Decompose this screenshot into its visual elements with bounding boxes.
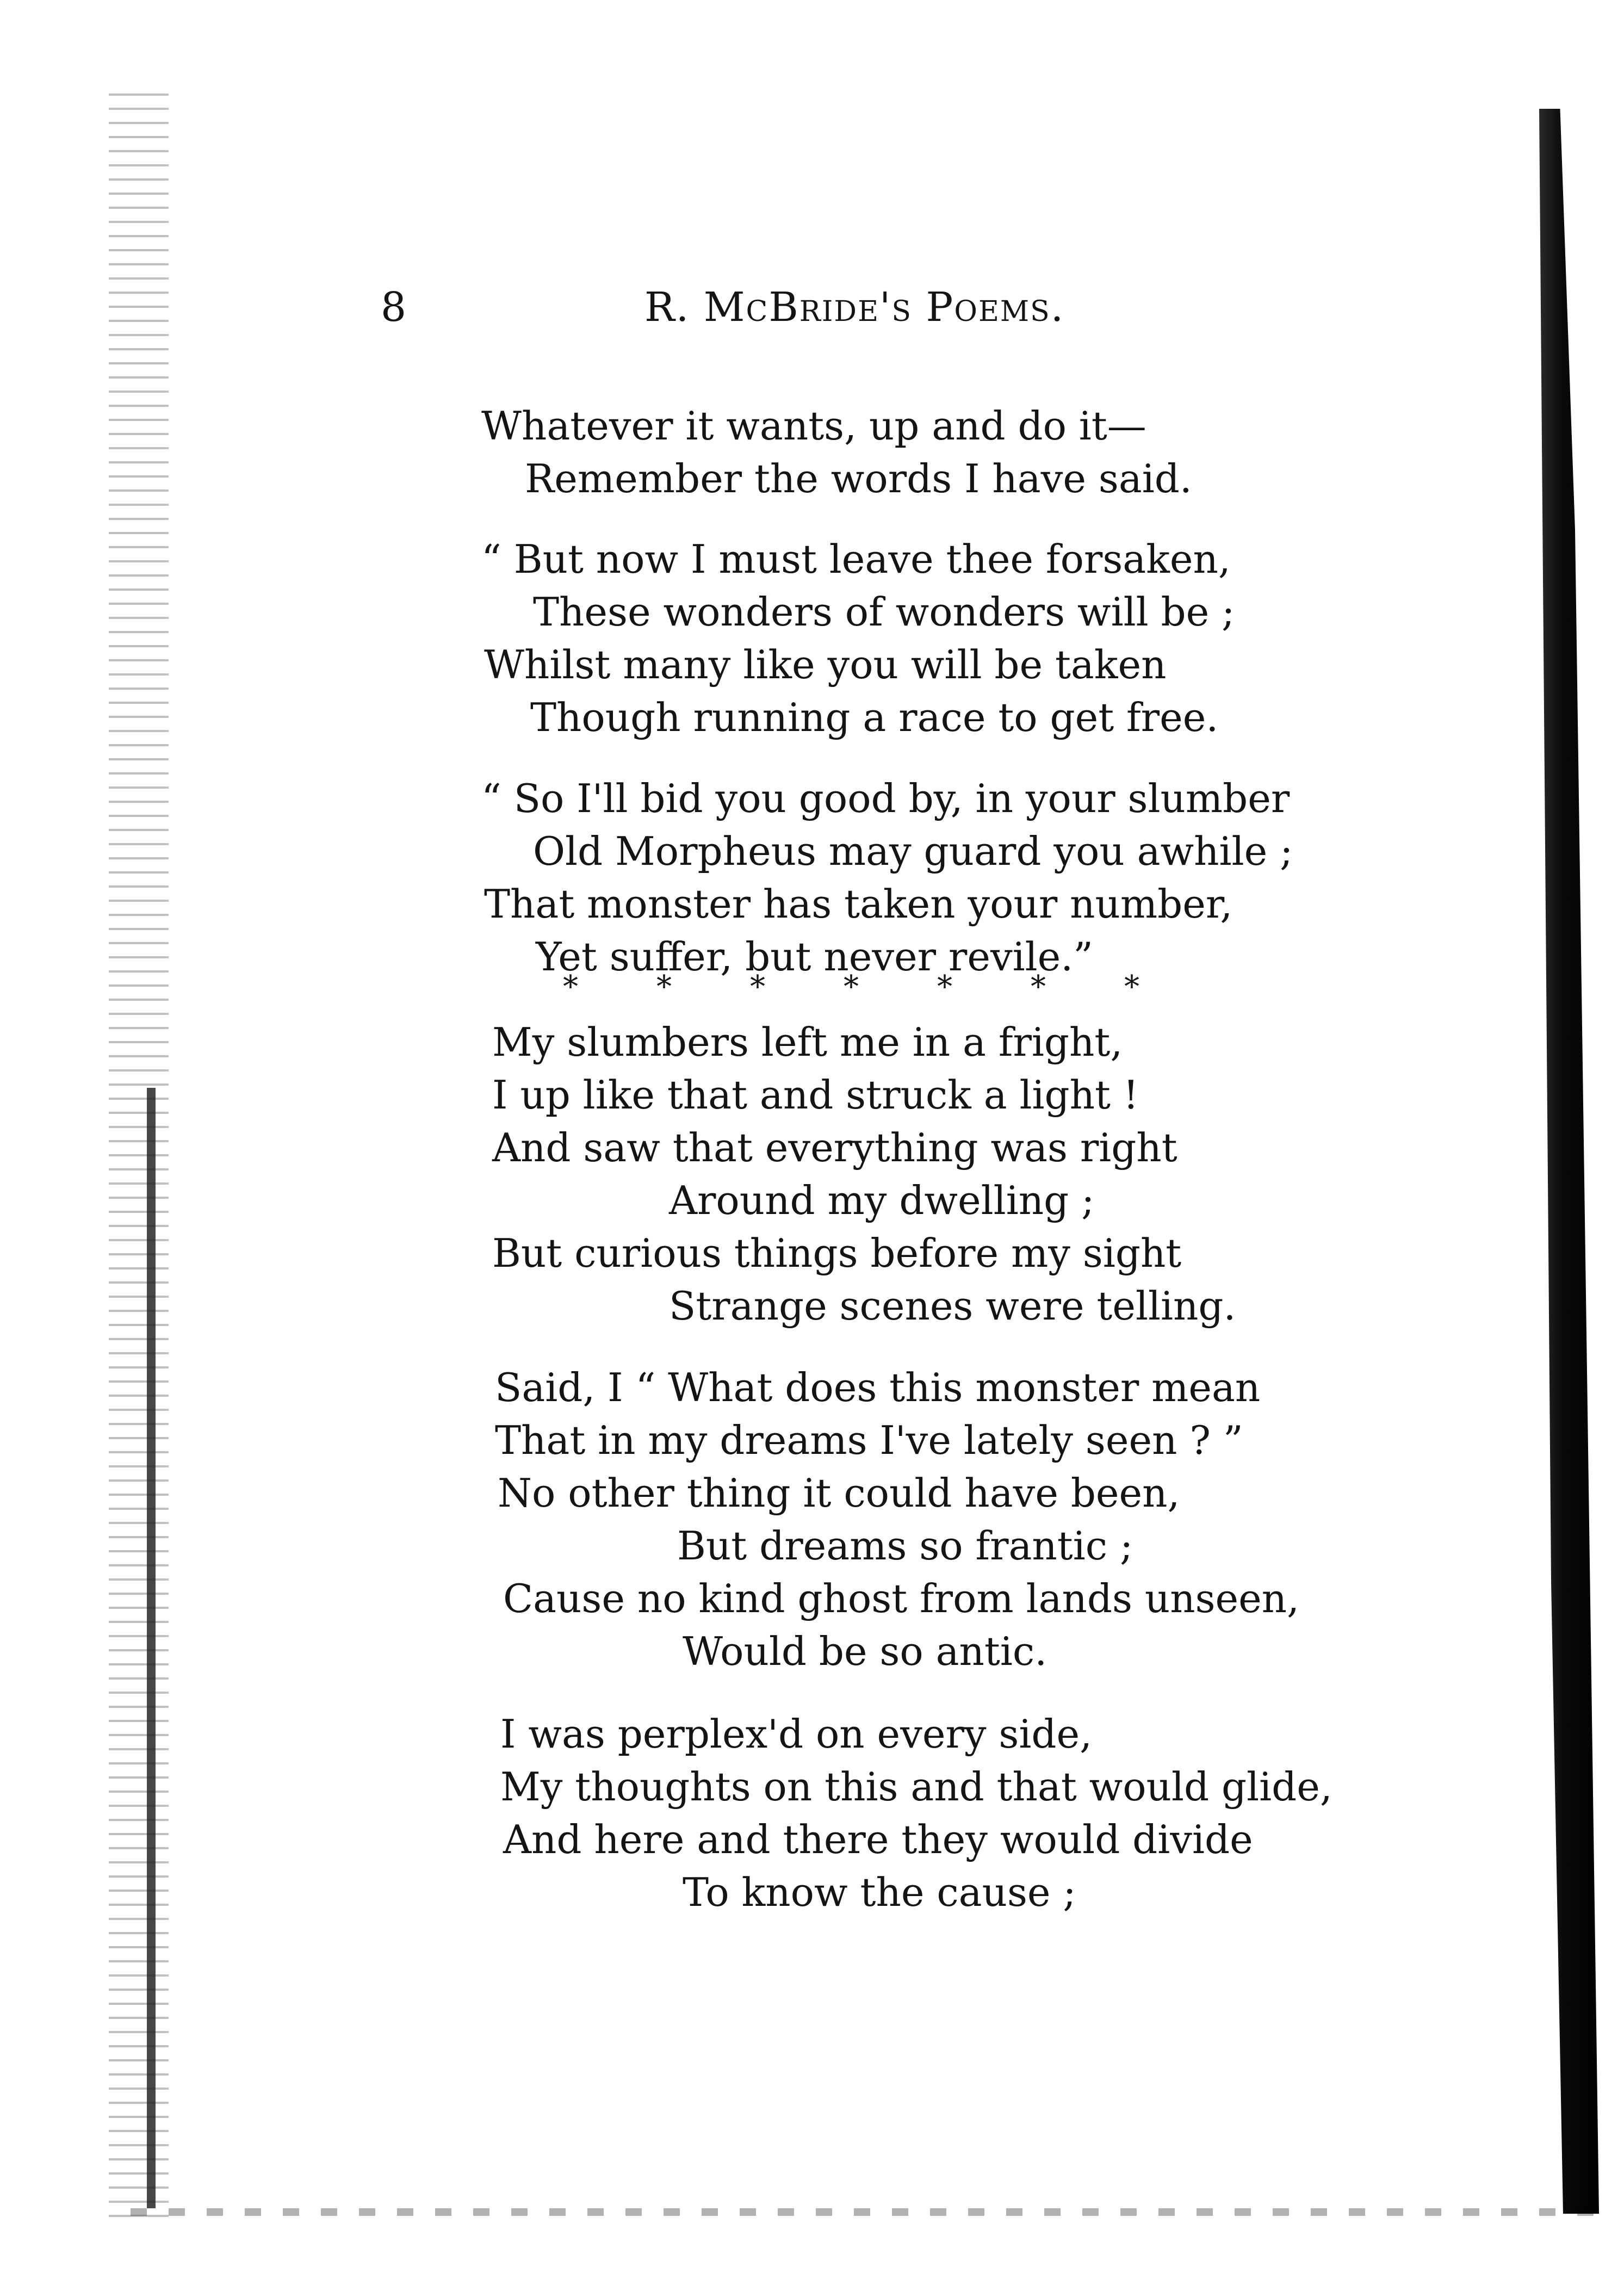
- verse-line: And saw that everything was right: [492, 1125, 1177, 1170]
- asterisk: *: [844, 969, 859, 1005]
- verse-line: My thoughts on this and that would glide,: [500, 1764, 1332, 1810]
- page-number: 8: [381, 284, 407, 331]
- verse-line: No other thing it could have been,: [498, 1470, 1180, 1516]
- scan-left-edge: [109, 82, 169, 2225]
- asterisk: *: [937, 969, 952, 1005]
- verse-line: These wonders of wonders will be ;: [533, 589, 1235, 635]
- verse-line: “ So I'll bid you good by, in your slumber: [481, 776, 1290, 821]
- verse-line: Whatever it wants, up and do it—: [481, 403, 1146, 449]
- asterisk: *: [563, 969, 578, 1005]
- verse-line: Would be so antic.: [683, 1628, 1047, 1674]
- verse-line: Old Morpheus may guard you awhile ;: [533, 828, 1293, 874]
- asterisk: *: [1031, 969, 1046, 1005]
- verse-line: “ But now I must leave thee forsaken,: [481, 536, 1231, 582]
- section-break-ornament: [563, 971, 1139, 1004]
- scan-right-edge: [1539, 109, 1599, 2214]
- verse-line: To know the cause ;: [683, 1869, 1076, 1915]
- asterisk: *: [656, 969, 672, 1005]
- verse-line: Cause no kind ghost from lands unseen,: [503, 1576, 1300, 1621]
- verse-line: My slumbers left me in a fright,: [492, 1019, 1123, 1065]
- running-title: R. McBride's Poems.: [644, 284, 1065, 331]
- asterisk: *: [1124, 969, 1139, 1005]
- verse-line: But curious things before my sight: [492, 1230, 1182, 1276]
- verse-line: I up like that and struck a light !: [492, 1072, 1139, 1118]
- verse-line: That in my dreams I've lately seen ? ”: [495, 1417, 1243, 1463]
- running-head: [381, 280, 1158, 335]
- verse-line: But dreams so frantic ;: [677, 1523, 1133, 1569]
- scan-bottom-edge: [131, 2208, 1599, 2216]
- verse-line: Though running a race to get free.: [530, 695, 1219, 740]
- verse-line: Whilst many like you will be taken: [484, 642, 1167, 688]
- verse-line: I was perplex'd on every side,: [500, 1711, 1092, 1757]
- verse-line: Yet suffer, but never revile.”: [536, 934, 1093, 980]
- verse-line: Around my dwelling ;: [669, 1178, 1095, 1223]
- scan-left-rule: [147, 1088, 156, 2208]
- asterisk: *: [750, 969, 765, 1005]
- verse-line: Said, I “ What does this monster mean: [495, 1365, 1261, 1410]
- verse-line: That monster has taken your number,: [484, 881, 1233, 927]
- verse-line: Remember the words I have said.: [525, 456, 1192, 501]
- verse-line: Strange scenes were telling.: [669, 1283, 1236, 1329]
- verse-line: And here and there they would divide: [503, 1817, 1253, 1862]
